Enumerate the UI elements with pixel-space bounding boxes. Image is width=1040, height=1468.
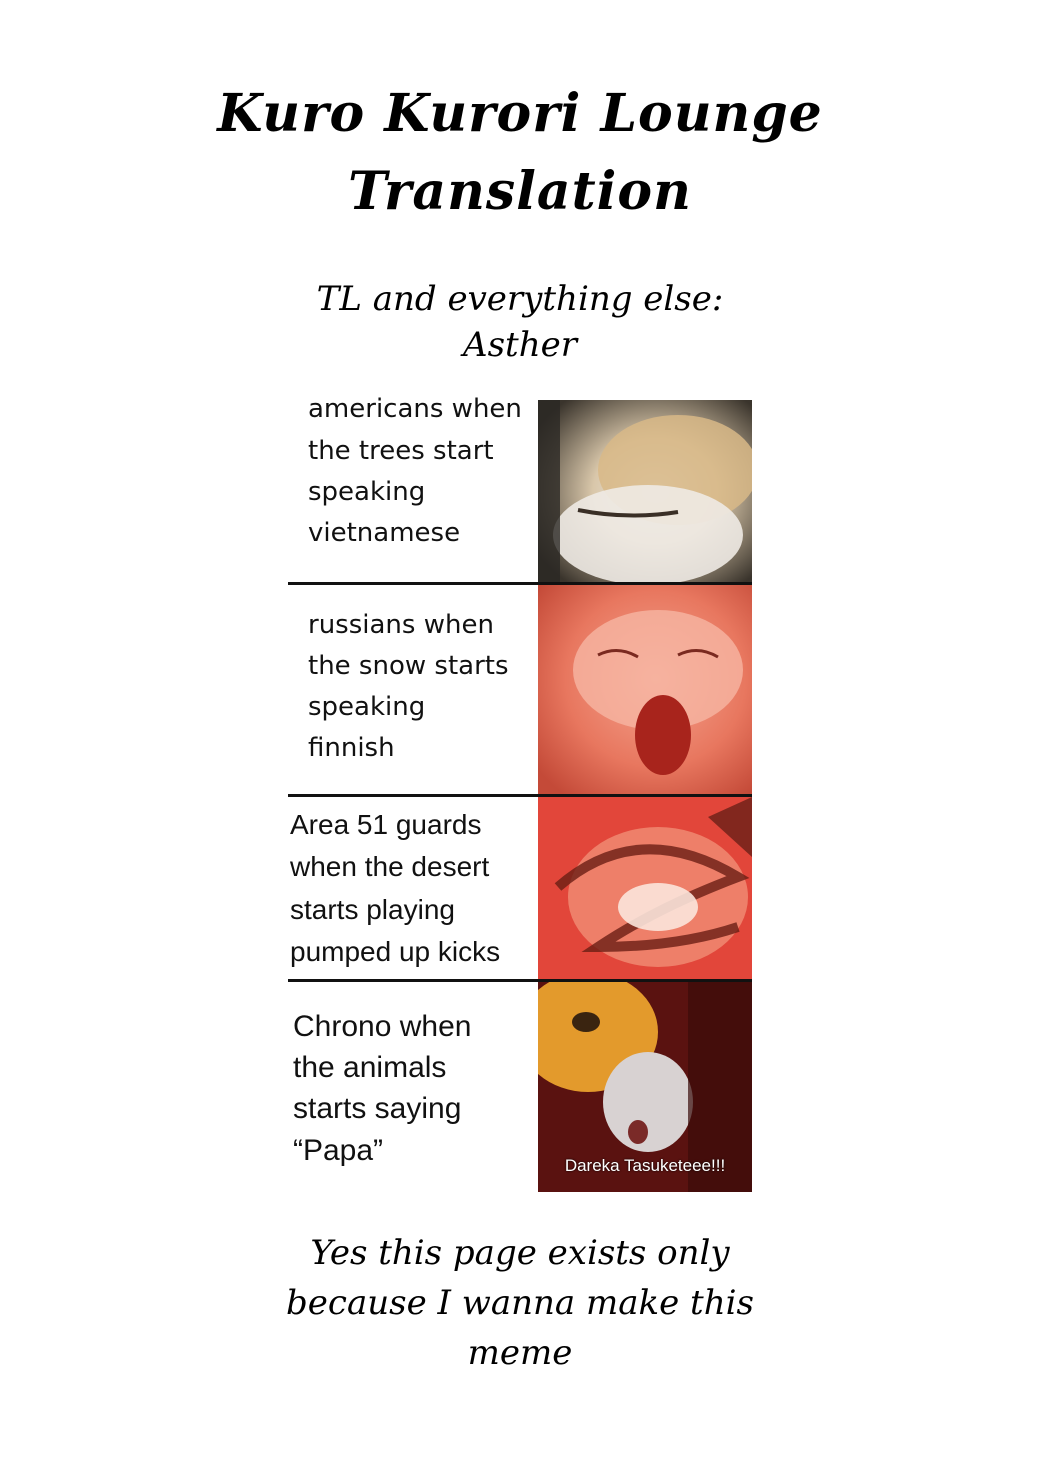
meme-panel [288, 394, 752, 1192]
meme-row-2-text [288, 585, 538, 794]
page-title-line-1: Kuro Kurori Lounge [217, 83, 823, 144]
meme-row-1 [288, 394, 752, 582]
meme-text-line: the animals [293, 1051, 447, 1084]
page-title-line-2: Translation [348, 161, 692, 222]
credit-line-1: TL and everything else: [316, 279, 724, 319]
meme-text-line: speaking [308, 477, 426, 507]
meme-text-line: when the desert [290, 851, 490, 882]
meme-text-line: finnish [308, 733, 395, 763]
footer-line-3: meme [467, 1333, 573, 1373]
meme-text-line: starts playing [290, 894, 455, 925]
meme-text-line: the trees start [308, 436, 494, 466]
meme-row-2 [288, 585, 752, 794]
meme-text-line: Area 51 guards [290, 809, 482, 840]
cat-image-1 [538, 400, 752, 582]
meme-row-3 [288, 797, 752, 979]
cat-image-3 [538, 797, 752, 979]
footer-line-2: because I wanna make this [286, 1283, 754, 1323]
image-caption: Dareka Tasuketeee!!! [564, 1156, 726, 1175]
footer-line-1: Yes this page exists only [310, 1233, 730, 1273]
meme-row-3-text [288, 797, 538, 979]
meme-text-line: americans when [308, 394, 522, 424]
meme-row-4-text [288, 982, 538, 1192]
meme-text-line: “Papa” [293, 1134, 384, 1167]
credit-line-2: Asther [463, 325, 577, 365]
meme-text-line: Chrono when [293, 1010, 472, 1043]
meme-row-1-text [288, 394, 538, 582]
meme-text-line: speaking [308, 692, 426, 722]
meme-text-line: starts saying [293, 1092, 462, 1125]
cat-image-2 [538, 585, 752, 794]
meme-text-line: vietnamese [308, 518, 461, 548]
meme-text-line: pumped up kicks [290, 936, 501, 967]
meme-text-line: russians when [308, 610, 494, 640]
meme-text-line: the snow starts [308, 651, 509, 681]
meme-row-4 [288, 982, 752, 1192]
